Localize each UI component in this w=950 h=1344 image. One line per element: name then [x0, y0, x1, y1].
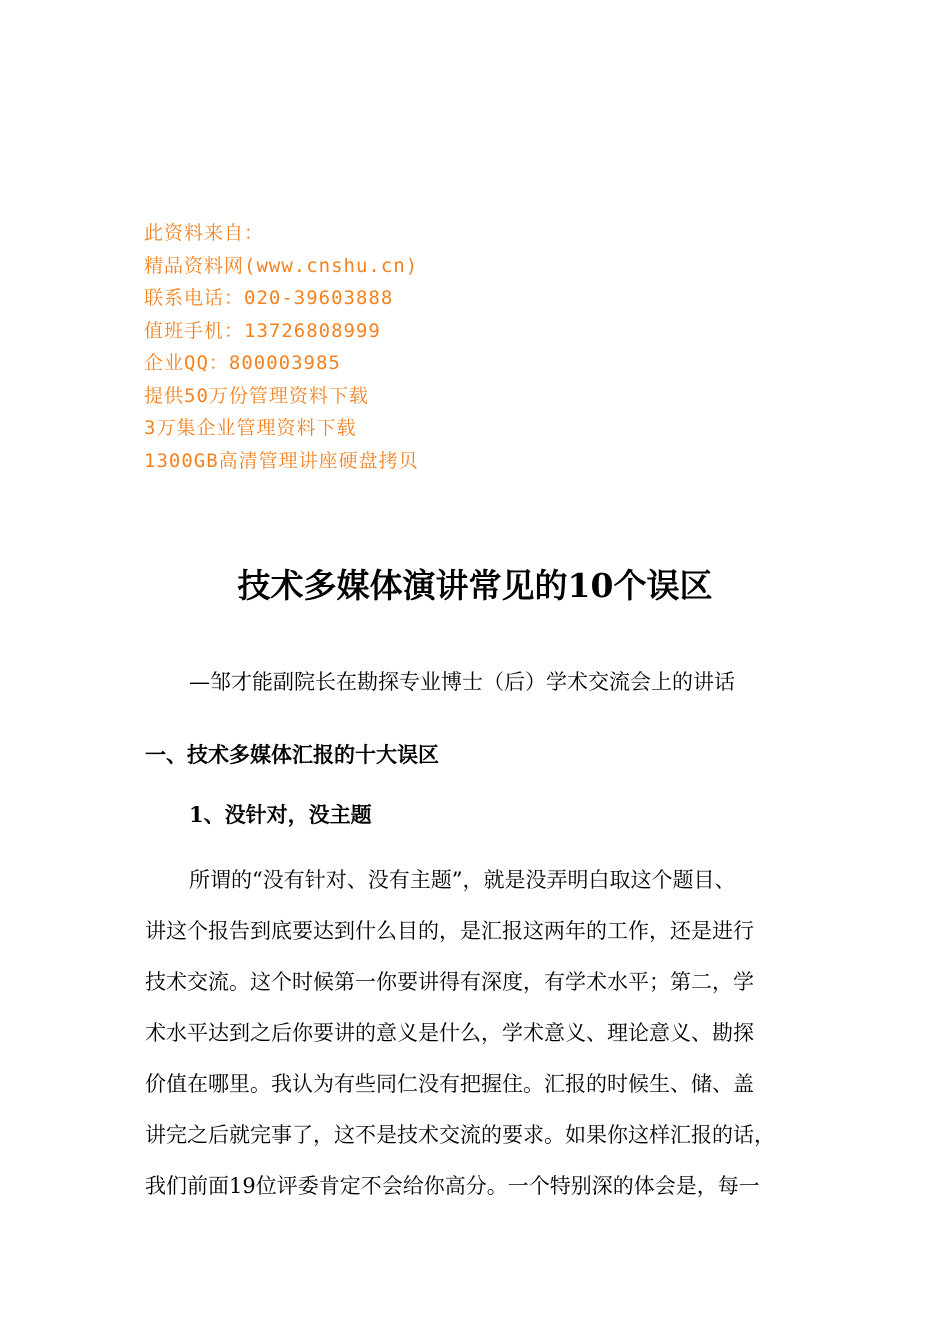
source-info-line: 企业QQ：800003985: [144, 352, 341, 374]
body-line: 技术交流。这个时候第一你要讲得有深度，有学术水平；第二，学: [145, 970, 754, 994]
source-info-line: 值班手机：13726808999: [144, 319, 381, 342]
body-line: 讲完之后就完事了，这不是技术交流的要求。如果你这样汇报的话，: [145, 1123, 775, 1147]
source-info-line: 联系电话：020-39603888: [144, 287, 394, 309]
body-line: 我们前面19位评委肯定不会给你高分。一个特别深的体会是，每一: [145, 1174, 760, 1198]
source-info-line: 精品资料网(www.cnshu.cn): [144, 254, 419, 277]
document-title: 技术多媒体演讲常见的10个误区: [237, 566, 713, 605]
source-info-block: [144, 217, 744, 477]
body-paragraph: [145, 855, 810, 1212]
body-line: 术水平达到之后你要讲的意义是什么，学术意义、理论意义、勘探: [145, 1021, 754, 1045]
document-subtitle: —邹才能副院长在勘探专业博士（后）学术交流会上的讲话: [189, 670, 735, 694]
body-line: 讲这个报告到底要达到什么目的，是汇报这两年的工作，还是进行: [145, 919, 754, 943]
source-info-line: 提供50万份管理资料下载: [144, 384, 369, 407]
source-info-line: 3万集企业管理资料下载: [144, 417, 357, 439]
body-line: 价值在哪里。我认为有些同仁没有把握住。汇报的时候生、储、盖: [145, 1072, 754, 1096]
section-heading: 一、技术多媒体汇报的十大误区: [145, 742, 439, 767]
body-line: 所谓的“没有针对、没有主题”，就是没弄明白取这个题目、: [189, 868, 736, 892]
source-info-line: 1300GB高清管理讲座硬盘拷贝: [144, 449, 419, 472]
source-info-line: 此资料来自：: [144, 222, 265, 244]
sub-heading: 1、没针对，没主题: [189, 802, 372, 827]
